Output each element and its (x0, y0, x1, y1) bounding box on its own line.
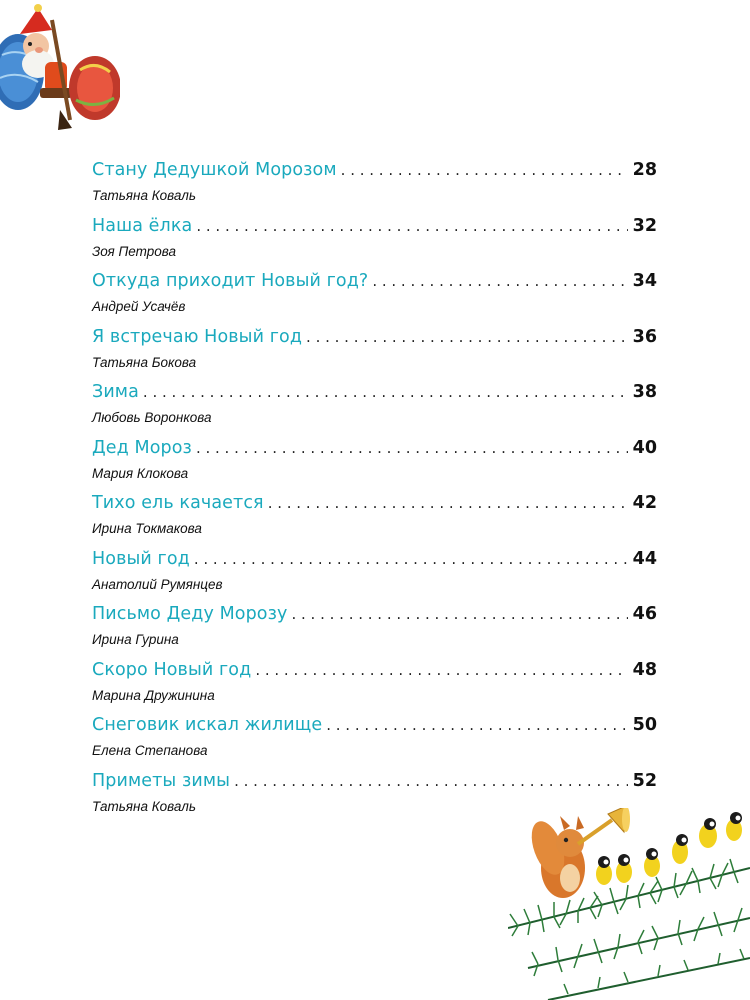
toc-entry[interactable] (92, 549, 657, 605)
dot-leader (143, 383, 628, 401)
toc-title[interactable]: Дед Мороз (92, 437, 192, 458)
toc-title[interactable]: Скоро Новый год (92, 659, 252, 680)
page-number: 32 (632, 215, 657, 236)
dot-leader (234, 772, 628, 790)
page-number: 50 (632, 715, 657, 735)
toc-entry[interactable] (92, 604, 657, 660)
page-number: 52 (632, 770, 657, 791)
toc-title[interactable]: Новый год (92, 548, 190, 569)
toc-author: Ирина Токмакова (92, 521, 202, 536)
toc-author: Анатолий Румянцев (92, 576, 223, 592)
toc-entry[interactable] (92, 382, 657, 438)
toc-entry[interactable] (92, 493, 657, 549)
toc-title[interactable]: Зима (92, 382, 139, 402)
toc-entry[interactable] (92, 160, 657, 216)
toc-title[interactable]: Письмо Деду Морозу (92, 604, 288, 624)
dot-leader (194, 550, 628, 568)
page-number: 40 (632, 437, 657, 458)
dot-leader (196, 217, 628, 235)
toc-title[interactable]: Приметы зимы (92, 770, 231, 791)
toc-entry[interactable] (92, 271, 657, 327)
page-number: 34 (632, 271, 657, 291)
toc-title[interactable]: Стану Дедушкой Морозом (92, 160, 337, 180)
dot-leader (341, 161, 628, 179)
squirrel-birds-illustration (508, 808, 750, 1000)
toc-entry[interactable] (92, 660, 657, 716)
toc-entry[interactable] (92, 438, 657, 494)
toc-title[interactable]: Наша ёлка (92, 215, 193, 236)
page-number: 38 (632, 382, 657, 402)
table-of-contents (92, 160, 657, 826)
toc-author: Андрей Усачёв (92, 299, 186, 314)
toc-entry[interactable] (92, 216, 657, 272)
page-number: 46 (632, 604, 657, 624)
toc-author: Татьяна Коваль (92, 188, 196, 203)
toc-title[interactable]: Откуда приходит Новый год? (92, 271, 369, 291)
dot-leader (326, 716, 628, 734)
toc-title[interactable]: Тихо ель качается (92, 493, 264, 513)
dot-leader (372, 272, 628, 290)
dot-leader (255, 661, 628, 679)
page-number: 28 (632, 160, 657, 180)
toc-title[interactable]: Снеговик искал жилище (92, 715, 323, 735)
toc-entry[interactable] (92, 327, 657, 383)
dot-leader (306, 328, 628, 346)
gnome-illustration (0, 0, 120, 135)
toc-author: Зоя Петрова (92, 243, 176, 259)
dot-leader (268, 494, 628, 512)
toc-author: Любовь Воронкова (92, 410, 212, 425)
page-number: 36 (632, 326, 657, 347)
toc-author: Марина Дружинина (92, 687, 215, 703)
toc-author: Ирина Гурина (92, 632, 179, 647)
dot-leader (291, 605, 628, 623)
page-number: 42 (632, 493, 657, 513)
toc-author: Татьяна Бокова (92, 354, 197, 370)
page-number: 48 (632, 659, 657, 680)
toc-author: Мария Клокова (92, 465, 189, 481)
toc-author: Татьяна Коваль (92, 798, 196, 814)
toc-author: Елена Степанова (92, 743, 208, 758)
toc-title[interactable]: Я встречаю Новый год (92, 326, 303, 347)
dot-leader (196, 439, 628, 457)
toc-entry[interactable] (92, 715, 657, 771)
page-number: 44 (632, 548, 657, 569)
